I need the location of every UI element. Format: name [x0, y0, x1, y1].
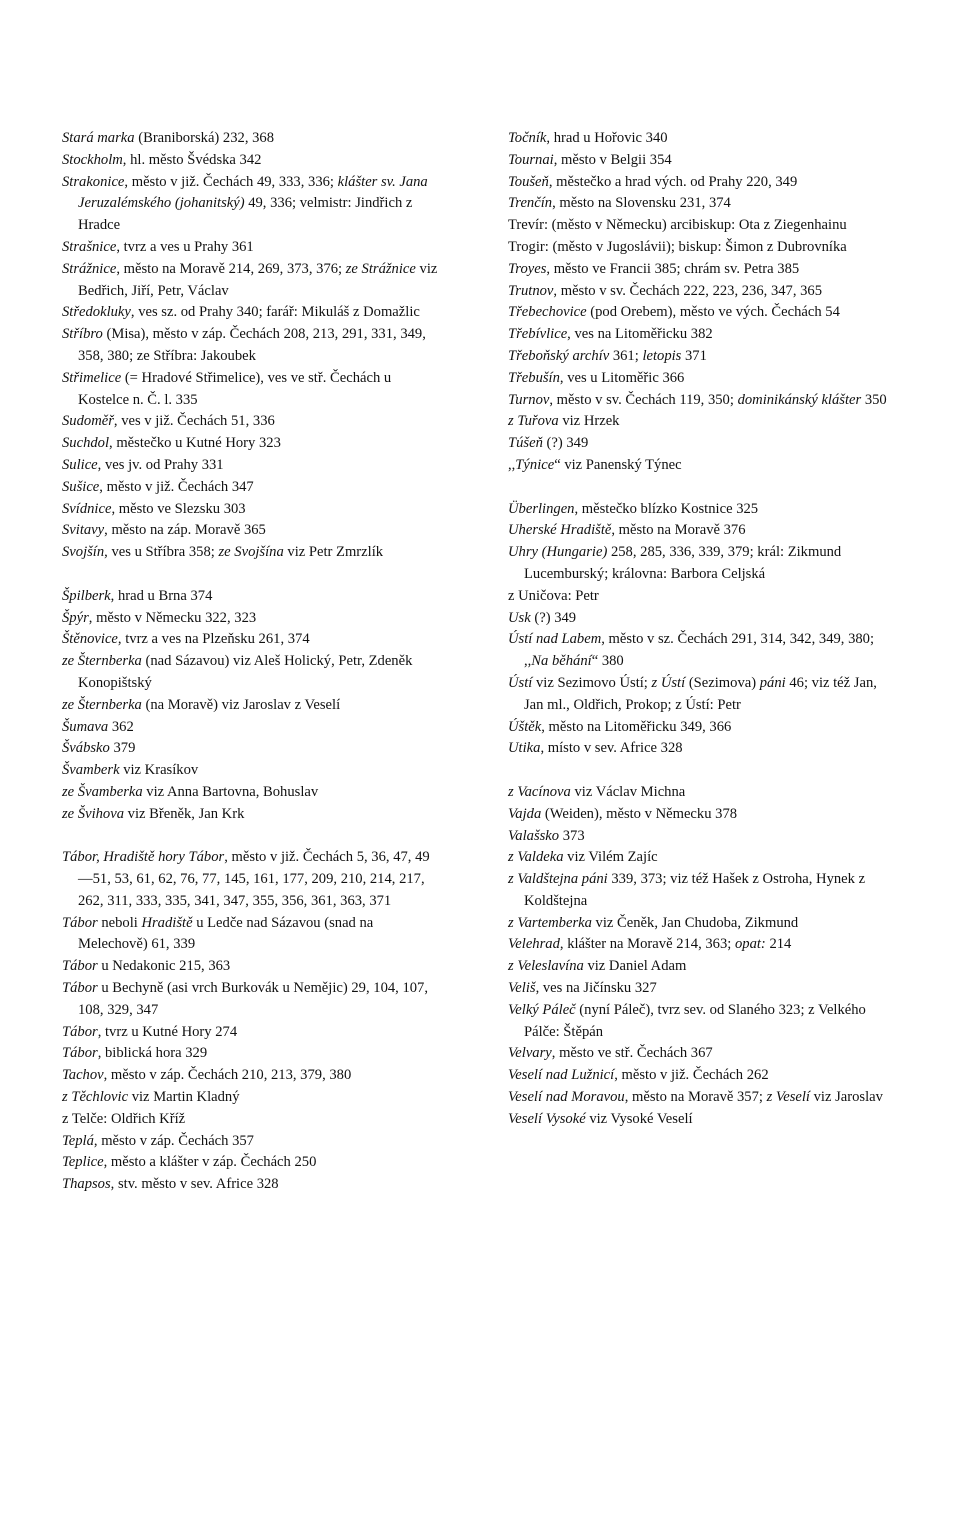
index-entry — [508, 455, 888, 477]
index-entry — [508, 368, 888, 390]
entry-text: 258, 285, 336, 339, 379; král: Zikmund Lucemburský; královna: Barbora Celjská — [524, 544, 842, 582]
entry-italic-text: Überlingen — [508, 500, 575, 517]
section-gap — [508, 477, 888, 499]
entry-italic-text: Tábor — [62, 958, 98, 975]
index-entry — [62, 608, 442, 630]
entry-italic-text: Sudoměř — [62, 413, 114, 430]
entry-italic-text: z Valdeka — [508, 849, 564, 866]
entry-italic-text: ze Švihova — [62, 805, 125, 822]
entry-text: ,, — [508, 456, 516, 473]
entry-text: 373 — [559, 827, 585, 844]
entry-text: , městečko blízko Kostnice 325 — [574, 500, 759, 517]
entry-italic-text: z Těchlovic — [62, 1089, 129, 1106]
index-entry — [508, 1087, 888, 1109]
index-entry — [62, 1131, 442, 1153]
entry-italic-text: z Vacínova — [508, 783, 571, 800]
entry-italic-text: Teplá — [62, 1132, 94, 1149]
index-entry — [62, 411, 442, 433]
entry-italic-text: Svídnice — [62, 500, 112, 517]
entry-italic-text: Třebechovice — [508, 304, 587, 321]
index-entry — [62, 782, 442, 804]
entry-italic-text: Trenčín — [508, 195, 553, 212]
entry-text: , město na Slovensku 231, 374 — [552, 195, 731, 212]
entry-italic-text: Středokluky — [62, 304, 131, 321]
entry-text: Trevír: (město v Německu) arcibiskup: Ota z Ziegenhainu — [508, 217, 847, 234]
index-entry — [62, 259, 442, 303]
entry-text: , město v záp. Čechách 210, 213, 379, 380 — [103, 1067, 352, 1084]
entry-italic-text: Šumava — [62, 718, 109, 735]
entry-text: viz Daniel Adam — [583, 958, 687, 975]
index-entry — [62, 455, 442, 477]
entry-italic-text: z Vartemberka — [508, 914, 592, 931]
entry-text: (na Moravě) viz Jaroslav z Veselí — [141, 696, 341, 713]
entry-text: viz Jaroslav — [809, 1089, 883, 1106]
entry-italic-text: páni — [759, 674, 786, 691]
index-entry — [62, 499, 442, 521]
entry-text: viz Hrzek — [558, 413, 620, 430]
entry-italic-text: ze Švamberka — [62, 783, 143, 800]
entry-text: , město v sz. Čechách 291, 314, 342, 349, 380; ,, — [524, 631, 875, 670]
index-entry — [508, 826, 888, 848]
entry-italic-text: Štěnovice — [62, 631, 118, 648]
entry-text: , město a klášter v záp. Čechách 250 — [103, 1154, 317, 1171]
entry-italic-text: Točník — [508, 130, 547, 146]
entry-text: , město na Moravě 376 — [611, 522, 746, 539]
entry-italic-text: Na běhání — [531, 653, 592, 670]
index-entry — [508, 542, 888, 586]
entry-italic-text: Tábor — [62, 980, 98, 997]
entry-italic-text: Uhry (Hungarie) — [508, 544, 608, 561]
index-entry — [508, 673, 888, 717]
index-entry — [508, 1065, 888, 1087]
index-entry — [62, 913, 442, 957]
index-entry — [62, 542, 442, 564]
entry-text: , stv. město v sev. Africe 328 — [110, 1176, 279, 1193]
index-entry — [508, 193, 888, 215]
entry-text: , tvrz a ves na Plzeňsku 261, 374 — [117, 631, 310, 648]
entry-text: , městečko u Kutné Hory 323 — [109, 435, 281, 452]
entry-text: , městečko a hrad vých. od Prahy 220, 349 — [548, 173, 798, 190]
index-entry — [508, 215, 888, 237]
entry-text: , město na Moravě 214, 269, 373, 376; — [116, 260, 346, 277]
index-entry — [508, 629, 888, 673]
entry-italic-text: Turnov — [508, 391, 550, 408]
index-entry — [62, 978, 442, 1022]
index-entry — [62, 1152, 442, 1174]
entry-text: (nyní Páleč), tvrz sev. od Slaného 323; z Velkého Pálče: Štěpán — [524, 1001, 866, 1040]
entry-text: viz Vysoké Veselí — [585, 1110, 693, 1127]
entry-text: viz Sezimovo Ústí; — [532, 674, 652, 691]
entry-italic-text: Tournai — [508, 151, 554, 168]
index-entry — [508, 172, 888, 194]
index-entry — [62, 695, 442, 717]
entry-italic-text: Túšeň — [508, 435, 543, 452]
index-entry — [508, 804, 888, 826]
entry-text: , ves jv. od Prahy 331 — [97, 456, 224, 473]
entry-text: (nad Sázavou) viz Aleš Holický, Petr, Zdeněk Konopištský — [78, 653, 413, 691]
entry-italic-text: ze Svojšína — [218, 544, 284, 561]
entry-text: (pod Orebem), město ve vých. Čechách 54 — [586, 304, 840, 321]
entry-text: viz Čeněk, Jan Chudoba, Zikmund — [591, 914, 799, 931]
entry-text: 214 — [765, 936, 792, 953]
entry-text: , město ve stř. Čechách 367 — [551, 1045, 713, 1062]
entry-text: , město na Litoměřicku 349, 366 — [541, 718, 732, 735]
entry-italic-text: Švamberk — [62, 762, 120, 779]
entry-text: viz Bedřich, Jiří, Petr, Václav — [78, 260, 438, 299]
entry-italic-text: Valašsko — [508, 827, 560, 844]
index-entry — [508, 738, 888, 760]
index-entry — [62, 1087, 442, 1109]
index-entry — [62, 651, 442, 695]
entry-italic-text: Třebušín — [508, 369, 560, 386]
entry-text: , hrad u Hořovic 340 — [546, 130, 668, 146]
index-entry — [508, 433, 888, 455]
entry-italic-text: Střimelice — [62, 369, 122, 386]
index-entry — [508, 520, 888, 542]
index-entry — [62, 1109, 442, 1131]
entry-italic-text: Stříbro — [62, 326, 103, 343]
entry-text: , město v sv. Čechách 119, 350; — [549, 391, 738, 408]
entry-italic-text: Velký Páleč — [508, 1001, 576, 1018]
index-entry — [62, 586, 442, 608]
entry-text: neboli — [97, 914, 142, 931]
index-entry — [62, 128, 442, 150]
entry-text: 362 — [108, 718, 134, 735]
entry-text: (Braniborská) 232, 368 — [134, 130, 275, 146]
index-entry — [62, 1043, 442, 1065]
entry-text: , tvrz u Kutné Hory 274 — [97, 1023, 238, 1040]
section-gap — [62, 826, 442, 848]
entry-italic-text: klášter sv. Jana Jeruzalémského (johanitský) — [78, 173, 428, 212]
entry-italic-text: letopis — [642, 347, 682, 364]
entry-italic-text: Strašnice — [62, 238, 117, 255]
index-entry — [62, 804, 442, 826]
entry-italic-text: Veliš — [508, 980, 536, 997]
entry-text: z Telče: Oldřich Kříž — [62, 1110, 186, 1127]
entry-text: , město na Moravě 357; — [624, 1089, 767, 1106]
entry-italic-text: ze Šternberka — [62, 696, 142, 713]
entry-text: 49, 336; velmistr: Jindřich z Hradce — [78, 195, 413, 234]
entry-text: viz Václav Michna — [570, 783, 686, 800]
entry-text: viz Břeněk, Jan Krk — [124, 805, 245, 822]
entry-text: , město v Německu 322, 323 — [88, 609, 257, 626]
index-entry — [62, 433, 442, 455]
entry-text: 339, 373; viz též Hašek z Ostroha, Hynek z Koldštejna — [524, 871, 866, 909]
entry-italic-text: Svojšín — [62, 544, 105, 561]
index-entry — [62, 847, 442, 912]
index-entry — [508, 978, 888, 1000]
entry-text: u Ledče nad Sázavou (snad na Melechově) 61, 339 — [78, 914, 374, 953]
entry-italic-text: Uherské Hradiště — [508, 522, 612, 539]
entry-text: , místo v sev. Africe 328 — [540, 740, 683, 757]
entry-italic-text: Vajda — [508, 805, 542, 822]
entry-text: “ 380 — [591, 653, 624, 670]
index-entry — [508, 346, 888, 368]
entry-text: z Uničova: Petr — [508, 587, 599, 604]
index-entry — [508, 1043, 888, 1065]
entry-italic-text: Stockholm — [62, 151, 123, 168]
entry-text: , hl. město Švédska 342 — [122, 151, 262, 168]
entry-text: , město ve Francii 385; chrám sv. Petra 385 — [546, 260, 800, 277]
entry-text: Trogir: (město v Jugoslávii); biskup: Šimon z Dubrovníka — [508, 238, 847, 255]
index-entry — [508, 259, 888, 281]
entry-text: , biblická hora 329 — [97, 1045, 208, 1062]
index-entry — [508, 717, 888, 739]
entry-italic-text: Švábsko — [62, 740, 110, 757]
entry-text: , hrad u Brna 374 — [110, 587, 213, 604]
entry-text: , město v Belgii 354 — [553, 151, 672, 168]
index-entry — [62, 1174, 442, 1196]
index-entry — [62, 324, 442, 368]
entry-italic-text: Tachov — [62, 1067, 104, 1084]
index-entry — [508, 237, 888, 259]
entry-text: 379 — [109, 740, 136, 757]
entry-text: , ves v již. Čechách 51, 336 — [113, 413, 275, 430]
entry-italic-text: Toušeň — [508, 173, 549, 190]
entry-italic-text: Ústí — [508, 674, 533, 691]
entry-italic-text: Sulice — [62, 456, 98, 473]
entry-text: (?) 349 — [542, 435, 589, 452]
entry-text: (Weiden), město v Německu 378 — [541, 805, 738, 822]
index-entry — [508, 499, 888, 521]
entry-italic-text: Špýr — [62, 609, 89, 626]
entry-text: 350 — [861, 391, 887, 408]
index-entry — [62, 1022, 442, 1044]
entry-italic-text: z Ústí — [651, 674, 686, 691]
entry-text: , ves u Litoměřic 366 — [559, 369, 685, 386]
entry-italic-text: z Veselí — [766, 1089, 810, 1106]
entry-text: (Sezimova) — [685, 674, 760, 691]
entry-italic-text: Strážnice — [62, 260, 117, 277]
entry-text: , ves na Litoměřicku 382 — [567, 326, 713, 343]
entry-italic-text: opat: — [734, 936, 766, 953]
entry-italic-text: Suchdol — [62, 435, 110, 452]
index-entry — [62, 368, 442, 412]
entry-italic-text: Tábor — [62, 914, 98, 931]
index-entry — [508, 324, 888, 346]
index-entry — [508, 913, 888, 935]
entry-text: , město v již. Čechách 262 — [614, 1067, 769, 1084]
entry-text: u Nedakonic 215, 363 — [97, 958, 231, 975]
index-entry — [62, 520, 442, 542]
entry-italic-text: Usk — [508, 609, 531, 626]
entry-text: , tvrz a ves u Prahy 361 — [116, 238, 254, 255]
entry-italic-text: Tábor, Hradiště hory Tábor — [62, 849, 225, 866]
entry-text: , město v sv. Čechách 222, 223, 236, 347, 365 — [553, 282, 823, 299]
section-gap — [62, 564, 442, 586]
entry-text: viz Vilém Zajíc — [563, 849, 658, 866]
entry-text: , město v již. Čechách 49, 333, 336; — [124, 173, 338, 190]
entry-italic-text: Týnice — [515, 456, 555, 473]
index-entry — [508, 586, 888, 608]
index-column-left — [62, 128, 442, 1196]
section-gap — [508, 760, 888, 782]
entry-italic-text: ze Šternberka — [62, 653, 142, 670]
index-entry — [508, 411, 888, 433]
entry-italic-text: Špilberk — [62, 587, 111, 604]
entry-text: 371 — [681, 347, 707, 364]
entry-italic-text: z Veleslavína — [508, 958, 584, 975]
index-column-right — [508, 128, 888, 1131]
entry-italic-text: ze Strážnice — [345, 260, 416, 277]
entry-italic-text: Tábor — [62, 1023, 98, 1040]
entry-text: , město v již. Čechách 347 — [99, 478, 254, 495]
index-entry — [62, 477, 442, 499]
index-entry — [508, 281, 888, 303]
entry-text: viz Martin Kladný — [128, 1089, 240, 1106]
entry-italic-text: Utika — [508, 740, 541, 757]
index-entry — [508, 934, 888, 956]
entry-text: , klášter na Moravě 214, 363; — [559, 936, 735, 953]
entry-italic-text: Hradiště — [141, 914, 193, 931]
entry-text: 46; viz též Jan, Jan ml., Oldřich, Prokop; z Ústí: Petr — [524, 674, 877, 713]
entry-italic-text: Velvary — [508, 1045, 552, 1062]
index-entry — [62, 760, 442, 782]
index-entry — [62, 172, 442, 237]
index-entry — [508, 956, 888, 978]
index-entry — [508, 390, 888, 412]
entry-text: , město v záp. Čechách 357 — [93, 1132, 254, 1149]
entry-italic-text: Svitavy — [62, 522, 105, 539]
entry-italic-text: z Valdštejna páni — [508, 871, 608, 888]
index-entry — [508, 782, 888, 804]
entry-text: , ves na Jičínsku 327 — [535, 980, 657, 997]
entry-italic-text: Troyes — [508, 260, 547, 277]
entry-italic-text: Stará marka — [62, 130, 135, 146]
entry-italic-text: Ústí nad Labem — [508, 631, 602, 648]
entry-text: viz Anna Bartovna, Bohuslav — [142, 783, 319, 800]
entry-italic-text: Třeboňský archív — [508, 347, 610, 364]
index-entry — [508, 847, 888, 869]
index-entry — [62, 150, 442, 172]
index-entry — [508, 1000, 888, 1044]
index-entry — [62, 717, 442, 739]
index-entry — [62, 1065, 442, 1087]
index-entry — [508, 1109, 888, 1131]
entry-italic-text: dominikánský klášter — [737, 391, 862, 408]
entry-italic-text: Veselí Vysoké — [508, 1110, 586, 1127]
entry-text: , město na záp. Moravě 365 — [104, 522, 266, 539]
entry-text: , ves u Stříbra 358; — [104, 544, 219, 561]
entry-italic-text: Veselí nad Lužnicí — [508, 1067, 615, 1084]
index-entry — [62, 302, 442, 324]
index-entry — [508, 869, 888, 913]
entry-text: , město v již. Čechách 5, 36, 47, 49—51, 53, 61, 62, 76, 77, 145, 161, 177, 209, 210, 214, 217, 262, 311, 333, 335, 341, 347, 355, 356, 361, 363, 371 — [78, 849, 430, 909]
entry-italic-text: Sušice — [62, 478, 100, 495]
entry-italic-text: Veselí nad Moravou — [508, 1089, 625, 1106]
entry-text: “ viz Panenský Týnec — [554, 456, 682, 473]
entry-italic-text: Thapsos — [62, 1176, 111, 1193]
index-entry — [62, 629, 442, 651]
index-entry — [508, 302, 888, 324]
entry-text: viz Krasíkov — [119, 762, 199, 779]
entry-text: (= Hradové Střimelice), ves ve stř. Čechách u Kostelce n. Č. l. 335 — [78, 369, 392, 408]
index-entry — [508, 150, 888, 172]
index-entry — [62, 237, 442, 259]
entry-italic-text: Trutnov — [508, 282, 554, 299]
entry-italic-text: Teplice — [62, 1154, 104, 1171]
index-entry — [508, 608, 888, 630]
entry-italic-text: Třebívlice — [508, 326, 568, 343]
entry-italic-text: Tábor — [62, 1045, 98, 1062]
entry-italic-text: Strakonice — [62, 173, 125, 190]
entry-italic-text: Úštěk — [508, 718, 542, 735]
entry-text: , město ve Slezsku 303 — [111, 500, 246, 517]
entry-text: (Misa), město v záp. Čechách 208, 213, 291, 331, 349, 358, 380; ze Stříbra: Jakoubek — [78, 326, 426, 364]
index-entry — [62, 738, 442, 760]
entry-italic-text: Velehrad — [508, 936, 560, 953]
entry-italic-text: z Tuřova — [508, 413, 559, 430]
index-entry — [508, 128, 888, 150]
index-entry — [62, 956, 442, 978]
entry-text: 361; — [609, 347, 643, 364]
entry-text: viz Petr Zmrzlík — [283, 544, 384, 561]
entry-text: u Bechyně (asi vrch Burkovák u Nemějic) 29, 104, 107, 108, 329, 347 — [78, 980, 428, 1018]
entry-text: , ves sz. od Prahy 340; farář: Mikuláš z Domažlic — [130, 304, 420, 321]
entry-text: (?) 349 — [530, 609, 577, 626]
